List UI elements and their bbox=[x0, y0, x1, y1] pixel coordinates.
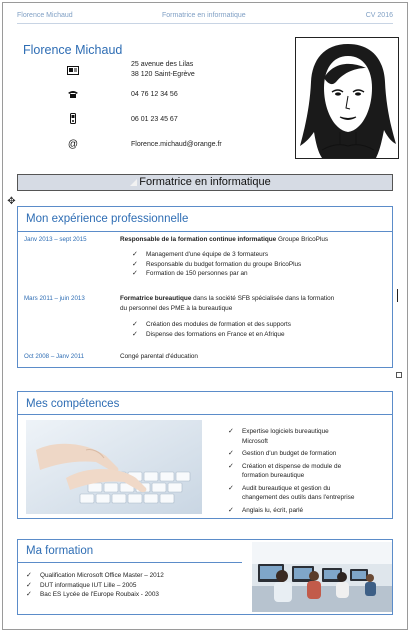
job-2-title: Formatrice bureautique dans la société SFB spécialisée dans la formation du personnel des PME à la bureautique bbox=[120, 295, 335, 312]
check-icon: ✓ bbox=[228, 428, 234, 435]
check-icon: ✓ bbox=[132, 270, 138, 277]
classroom-photo bbox=[252, 542, 392, 612]
skills-title: Mes compétences bbox=[26, 398, 120, 410]
phone-icon bbox=[67, 89, 79, 99]
experience-title-rule bbox=[18, 231, 392, 232]
education-list bbox=[26, 571, 164, 600]
cv-page bbox=[2, 2, 408, 630]
experience-title: Mon expérience professionnelle bbox=[26, 213, 189, 225]
job-1-bullets bbox=[132, 250, 301, 279]
list-item: ✓ Anglais lu, écrit, parlé bbox=[228, 506, 304, 514]
education-title: Ma formation bbox=[26, 545, 94, 557]
job-2-dates: Mars 2011 – juin 2013 bbox=[24, 295, 85, 302]
job-1-dates: Janv 2013 – sept 2015 bbox=[24, 236, 87, 243]
job-3-title: Congé parental d'éducation bbox=[120, 353, 198, 360]
mobile-number: 06 01 23 45 67 bbox=[131, 116, 178, 123]
address-line1: 25 avenue des Lilas bbox=[131, 61, 194, 68]
address-card-icon bbox=[67, 65, 79, 75]
list-item: ✓ Création des modules de formation et des supports bbox=[132, 321, 291, 328]
experience-section bbox=[17, 206, 393, 368]
check-icon: ✓ bbox=[228, 450, 234, 457]
list-item: ✓ Expertise logiciels bureautique Microsoft bbox=[228, 428, 329, 445]
job-2-bullets bbox=[132, 320, 291, 339]
banner-arrow-icon bbox=[130, 179, 137, 186]
skills-title-rule bbox=[18, 414, 392, 415]
keyboard-photo bbox=[26, 420, 202, 514]
list-item: ✓ Dispense des formations en France et en Afrique bbox=[132, 330, 285, 338]
mobile-icon bbox=[67, 113, 79, 123]
check-icon: ✓ bbox=[26, 591, 32, 598]
check-icon: ✓ bbox=[132, 260, 138, 268]
job-title-banner bbox=[17, 174, 393, 191]
list-item: ✓ Audit bureautique et gestion du changement des outils dans l'entreprise bbox=[228, 484, 355, 501]
list-item: ✓ Bac ES Lycée de l'Europe Roubaix - 2003 bbox=[26, 591, 159, 598]
list-item: ✓ Qualification Microsoft Office Master – 2012 bbox=[26, 572, 164, 579]
list-item: ✓ Management d'une équipe de 3 formateurs bbox=[132, 251, 269, 258]
education-section bbox=[17, 539, 393, 615]
skills-section bbox=[17, 391, 393, 519]
page-header bbox=[17, 12, 393, 24]
job-1-title: Responsable de la formation continue informatique Groupe BricoPlus bbox=[120, 236, 329, 243]
text-cursor bbox=[397, 289, 398, 302]
candidate-name: Florence Michaud bbox=[23, 43, 123, 57]
list-item: ✓ Gestion d'un budget de formation bbox=[228, 450, 337, 457]
skills-list bbox=[228, 427, 388, 518]
list-item: ✓ Création et dispense de module de formation bureautique bbox=[228, 462, 342, 479]
check-icon: ✓ bbox=[228, 462, 234, 470]
check-icon: ✓ bbox=[26, 572, 32, 579]
check-icon: ✓ bbox=[228, 506, 234, 514]
header-left: Florence Michaud bbox=[17, 12, 73, 19]
job-3-dates: Oct 2008 – Janv 2011 bbox=[24, 353, 85, 360]
portrait-drawing bbox=[295, 37, 399, 159]
resize-handle[interactable] bbox=[396, 372, 402, 378]
header-right: CV 2016 bbox=[365, 12, 393, 19]
list-item: ✓ Formation de 150 personnes par an bbox=[132, 270, 248, 277]
check-icon: ✓ bbox=[26, 581, 32, 589]
address-line2: 38 120 Saint-Egrève bbox=[131, 71, 195, 78]
check-icon: ✓ bbox=[228, 484, 234, 492]
list-item: ✓ Responsable du budget formation du groupe BricoPlus bbox=[132, 260, 302, 268]
education-title-rule bbox=[18, 562, 242, 563]
header-center: Formatrice en informatique bbox=[162, 12, 246, 19]
phone-number: 04 76 12 34 56 bbox=[131, 91, 178, 98]
check-icon: ✓ bbox=[132, 251, 138, 258]
check-icon: ✓ bbox=[132, 330, 138, 338]
list-item: ✓ DUT informatique IUT Lille – 2005 bbox=[26, 581, 137, 589]
at-sign-icon: @ bbox=[67, 138, 79, 150]
move-handle-icon[interactable]: ✥ bbox=[7, 196, 16, 207]
banner-title: Formatrice en informatique bbox=[139, 176, 271, 188]
check-icon: ✓ bbox=[132, 321, 138, 328]
email-address: Florence.michaud@orange.fr bbox=[131, 141, 222, 148]
